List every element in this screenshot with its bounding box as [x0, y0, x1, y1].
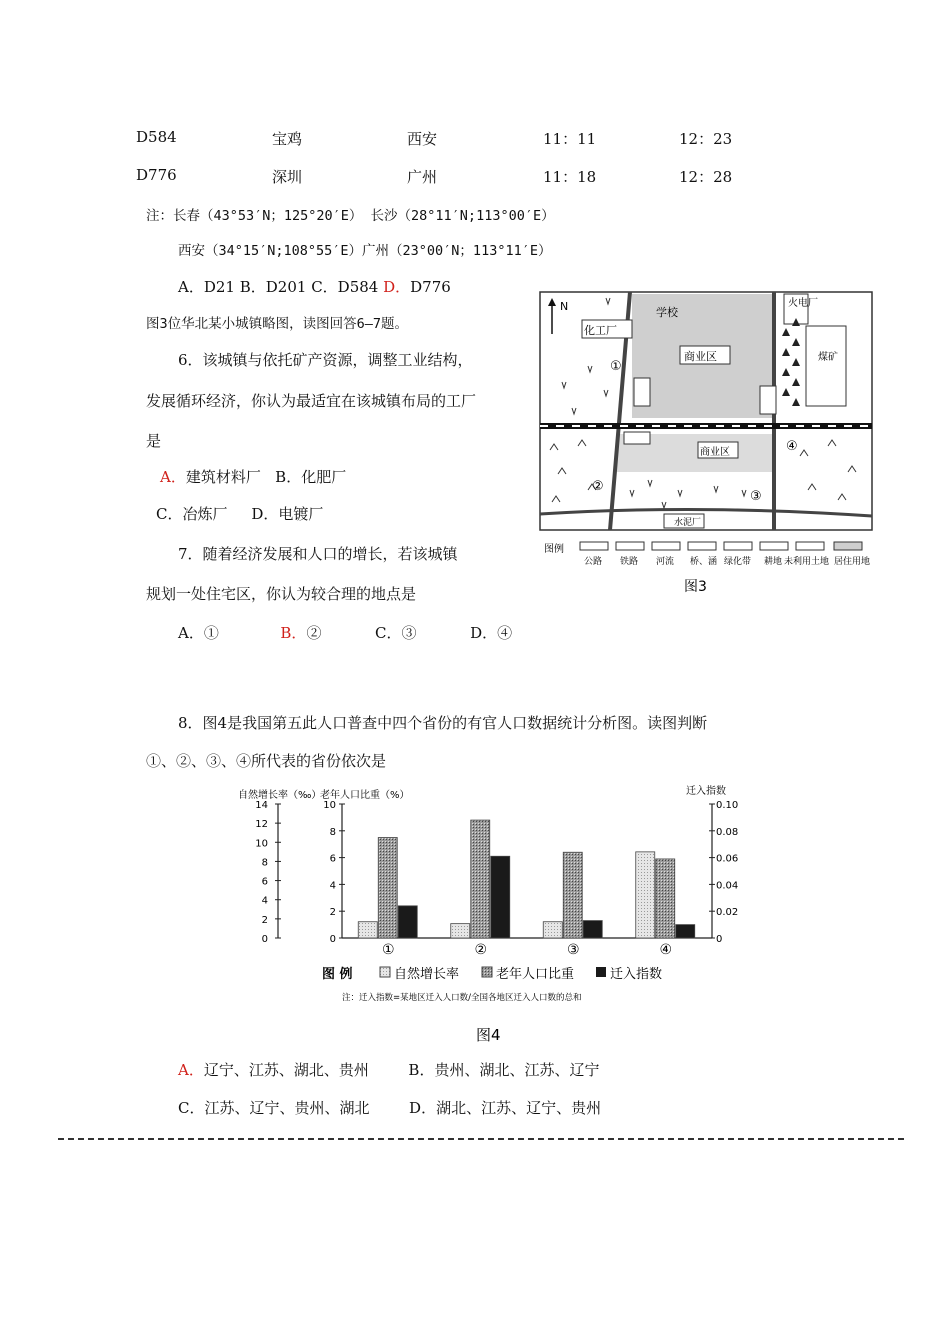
category-label: ①	[381, 942, 395, 958]
bar-right-0	[398, 906, 417, 938]
train-dep: 11：18	[543, 168, 597, 186]
train-arr: 12：28	[679, 168, 733, 186]
q8-options-ab	[178, 1059, 599, 1080]
legend-migration: 迁入指数	[610, 967, 663, 982]
train-dep: 11：11	[543, 130, 597, 148]
map-caption: 图3	[684, 579, 707, 595]
left-axis-label: 自然增长率（‰）	[238, 790, 322, 801]
train-from: 宝鸡	[272, 130, 303, 148]
q7-option-c: C．③	[375, 624, 417, 642]
q8-option-c: C．江苏、辽宁、贵州、湖北	[178, 1099, 370, 1117]
chart-note: 注：迁入指数=某地区迁入人口数/全国各地区迁入人口数的总和	[342, 993, 582, 1003]
q8-option-a-letter: A．	[178, 1061, 204, 1079]
q7-option-a: A．①	[178, 624, 219, 642]
bar-middle-3	[656, 859, 675, 938]
map-legend-item: 铁路	[620, 557, 639, 567]
q6-options-cd	[156, 503, 323, 524]
q7-option-b-letter: B．	[280, 624, 307, 642]
middle-tick-label: 0	[329, 934, 336, 945]
population-chart	[224, 782, 744, 1048]
right-tick-label: 0.08	[716, 826, 739, 838]
cement-plant-label: 水泥厂	[674, 518, 702, 528]
position-2: ②	[592, 479, 604, 494]
coal-mine-label: 煤矿	[818, 352, 838, 363]
train-to: 西安	[407, 130, 438, 148]
left-tick-label: 12	[255, 819, 268, 831]
q6-option-a-letter: A．	[160, 468, 186, 486]
q6-option-b: B．化肥厂	[275, 468, 347, 486]
brick-plant	[634, 378, 650, 406]
q5-option-d-letter: D．	[383, 278, 411, 296]
left-tick-label: 8	[261, 857, 268, 869]
q8-line1: 8．图4是我国第五此人口普查中四个省份的有官人口数据统计分析图。读图判断	[178, 714, 708, 732]
middle-tick-label: 4	[329, 880, 336, 892]
commercial-label: 商业区	[700, 447, 730, 458]
q8-line2: ①、②、③、④所代表的省份依次是	[146, 752, 387, 770]
map-legend-item: 未利用土地	[784, 557, 830, 567]
q6-line2: 发展循环经济，你认为最适宜在该城镇布局的工厂	[146, 392, 477, 410]
q8-option-d: D．湖北、江苏、辽宁、贵州	[409, 1099, 602, 1117]
bar-right-2	[583, 921, 602, 938]
middle-tick-label: 8	[329, 826, 336, 838]
right-tick-label: 0.04	[716, 880, 739, 892]
position-3: ③	[750, 489, 762, 504]
q6-line3: 是	[146, 432, 162, 450]
coord-note-2: 西安（34°15′N;108°55′E）广州（23°00′N；113°11′E）	[178, 243, 552, 259]
map-legend-item: 耕地	[764, 557, 783, 567]
q5-option-a: A．D21	[178, 278, 235, 296]
chemical-plant-label: 化工厂	[584, 324, 617, 337]
north-label: N	[560, 300, 569, 313]
ceramic-plant	[624, 432, 650, 444]
q5-option-d-text: D776	[410, 278, 451, 296]
right-axis-label: 迁入指数	[686, 786, 726, 797]
bar-middle-2	[563, 852, 582, 938]
train-from: 深圳	[272, 168, 303, 186]
map-legend-item: 绿化带	[724, 557, 752, 567]
map-legend-title: 图例	[544, 544, 564, 555]
bar-right-1	[491, 856, 510, 938]
category-label: ④	[659, 942, 673, 958]
right-tick-label: 0	[716, 934, 723, 945]
train-id: D584	[136, 128, 177, 146]
school-label: 学校	[656, 306, 678, 319]
q8-options-cd	[178, 1097, 601, 1118]
bar-middle-1	[471, 820, 490, 938]
legend-natural-growth: 自然增长率	[394, 967, 460, 982]
map-legend-item: 居住用地	[834, 557, 871, 567]
right-tick-label: 0.06	[716, 853, 739, 865]
position-4: ④	[786, 439, 798, 454]
map-legend-item: 桥、涵	[690, 557, 718, 567]
left-tick-label: 10	[255, 838, 268, 850]
bar-right-3	[676, 925, 695, 938]
legend-swatch-elderly	[482, 967, 492, 977]
map-legend-swatches	[580, 542, 862, 550]
train-id: D776	[136, 166, 177, 184]
middle-tick-label: 10	[323, 800, 336, 811]
machine-plant	[760, 386, 776, 414]
left-tick-label: 4	[261, 895, 268, 907]
q5-options	[178, 276, 451, 297]
chart-legend-title: 图 例	[322, 967, 353, 982]
coal-mine	[806, 326, 846, 406]
q7-line2: 规划一处住宅区，你认为较合理的地点是	[146, 585, 417, 603]
map-legend-item: 河流	[656, 557, 675, 567]
q7-options	[178, 622, 512, 643]
legend-swatch-natural-growth	[380, 967, 390, 977]
middle-axis-label: 老年人口比重（%）	[320, 790, 410, 801]
right-tick-label: 0.10	[716, 800, 739, 811]
q8-option-a-text: 辽宁、江苏、湖北、贵州	[203, 1061, 369, 1079]
left-tick-label: 2	[261, 914, 268, 926]
bar-middle-0	[378, 838, 397, 939]
map-legend-item: 公路	[584, 557, 603, 567]
bar-left-2	[543, 922, 562, 938]
left-tick-label: 0	[261, 934, 268, 945]
q6-option-c: C．冶炼厂	[156, 505, 228, 523]
q7-line1: 7．随着经济发展和人口的增长，若该城镇	[178, 545, 458, 563]
chart-caption: 图4	[476, 1026, 501, 1044]
q6-option-a-text: 建筑材料厂	[185, 468, 261, 486]
train-to: 广州	[407, 168, 438, 186]
page-cut-line	[58, 1138, 904, 1140]
q8-option-b: B．贵州、湖北、江苏、辽宁	[408, 1061, 600, 1079]
q6-options-ab	[160, 466, 346, 487]
category-label: ③	[566, 942, 580, 958]
middle-tick-label: 2	[329, 907, 336, 919]
q6-line1: 6．该城镇与依托矿产资源，调整工业结构，	[178, 351, 473, 369]
map-intro: 图3位华北某小城镇略图，读图回答6—7题。	[146, 316, 409, 332]
power-plant-label: 火电厂	[788, 298, 818, 309]
bar-left-0	[358, 922, 377, 938]
q5-option-c: C．D584	[311, 278, 379, 296]
town-map-figure	[538, 290, 874, 600]
bar-left-3	[636, 852, 655, 938]
right-tick-label: 0.02	[716, 907, 739, 919]
category-label: ②	[474, 942, 488, 958]
q6-option-d: D．电镀厂	[251, 505, 324, 523]
train-arr: 12：23	[679, 130, 733, 148]
left-tick-label: 14	[255, 800, 268, 811]
q7-option-b-text: ②	[306, 624, 322, 642]
legend-swatch-migration	[596, 967, 606, 977]
q5-option-b: B．D201	[239, 278, 307, 296]
middle-tick-label: 6	[329, 853, 336, 865]
bar-left-1	[451, 924, 470, 938]
left-tick-label: 6	[261, 876, 268, 888]
legend-elderly: 老年人口比重	[496, 967, 575, 982]
coord-note-1: 注：长春（43°53′N；125°20′E） 长沙（28°11′N;113°00′E）	[146, 208, 555, 224]
commercial-label: 商业区	[684, 350, 717, 363]
position-1: ①	[610, 359, 622, 374]
q7-option-d: D．④	[470, 624, 513, 642]
